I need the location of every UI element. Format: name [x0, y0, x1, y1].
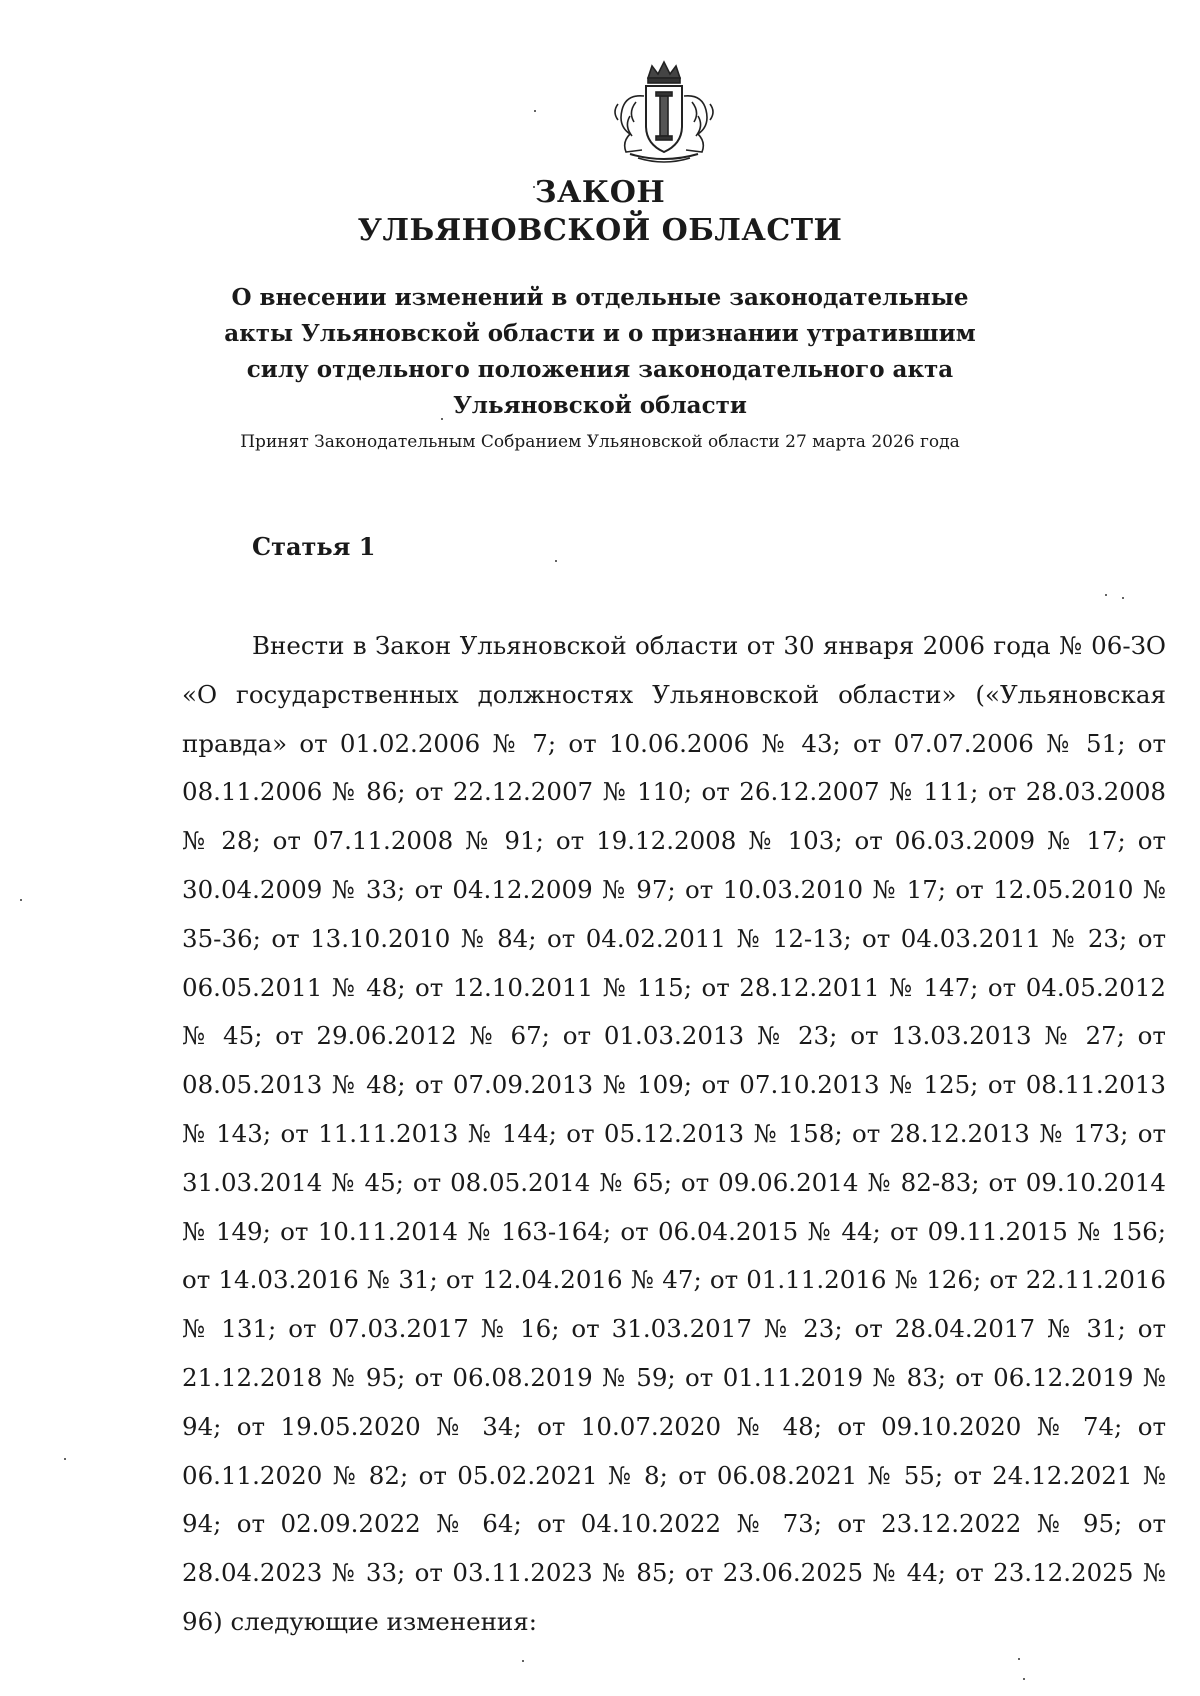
scan-speck — [555, 560, 557, 562]
document-title-line1: ЗАКОН — [534, 175, 666, 210]
article-text: Внести в Закон Ульяновской области от 30 января 2006 года № 06-ЗО «О государственных должностях Ульяновской области» («Ульяновская правда» от 01.02.2006 № 7; от 10.06.2006 № 43; от 07.07.2006 № 51; от 08.11.2006 № 86; от 22.12.2007 № 110; от 26.12.2007 № 111; от 28.03.2008 № 28; от 07.11.2008 № 91; от 19.12.2008 № 103; от 06.03.2009 № 17; от 30.04.2009 № 33; от 04.12.2009 № 97; от 10.03.2010 № 17; от 12.05.2010 № 35-36; от 13.10.2010 № 84; от 04.02.2011 № 12-13; от 04.03.2011 № 23; от 06.05.2011 № 48; от 12.10.2011 № 115; от 28.12.2011 № 147; от 04.05.2012 № 45; от 29.06.2012 № 67; от 01.03.2013 № 23; от 13.03.2013 № 27; от 08.05.2013 № 48; от 07.09.2013 № 109; от 07.10.2013 № 125; от 08.11.2013 № 143; от 11.11.2013 № 144; от 05.12.2013 № 158; от 28.12.2013 № 173; от 31.03.2014 № 45; от 08.05.2014 № 65; от 09.06.2014 № 82-83; от 09.10.2014 № 149; от 10.11.2014 № 163-164; от 06.04.2015 № 44; от 09.11.2015 № 156; от 14.03.2016 № 31; от 12.04.2016 № 47; от 01.11.2016 № 126; от 22.11.2016 № 131; от 07.03.2017 № 16; от 31.03.2017 № 23; от 28.04.2017 № 31; от 21.12.2018 № 95; от 06.08.2019 № 59; от 01.11.2019 № 83; от 06.12.2019 № 94; от 19.05.2020 № 34; от 10.07.2020 № 48; от 09.10.2020 № 74; от 06.11.2020 № 82; от 05.02.2021 № 8; от 06.08.2021 № 55; от 24.12.2021 № 94; от 02.09.2022 № 64; от 04.10.2022 № 73; от 23.12.2022 № 95; от 28.04.2023 № 33; от 03.11.2023 № 85; от 23.06.2025 № 44; от 23.12.2025 № 96) следующие изменения: — [182, 631, 1166, 1636]
article-heading: Статья 1 — [252, 532, 376, 561]
scan-speck — [534, 110, 536, 112]
scan-speck — [441, 418, 443, 420]
scan-speck — [64, 1458, 66, 1460]
scan-speck — [1122, 597, 1124, 599]
scan-speck — [533, 186, 535, 188]
scan-speck — [1023, 1678, 1025, 1680]
scan-speck — [1018, 1658, 1020, 1660]
scan-speck — [1105, 594, 1107, 596]
scan-speck — [522, 1660, 524, 1662]
coat-of-arms-icon — [608, 56, 720, 164]
scan-speck — [20, 899, 22, 901]
document-title-line2: УЛЬЯНОВСКОЙ ОБЛАСТИ — [357, 213, 843, 248]
adoption-note: Принят Законодательным Собранием Ульяновской области 27 марта 2026 года — [240, 432, 960, 452]
document-subtitle: О внесении изменений в отдельные законодательные акты Ульяновской области и о признании утратившим силу отдельного положения законодательного акта Ульяновской области — [224, 284, 976, 419]
